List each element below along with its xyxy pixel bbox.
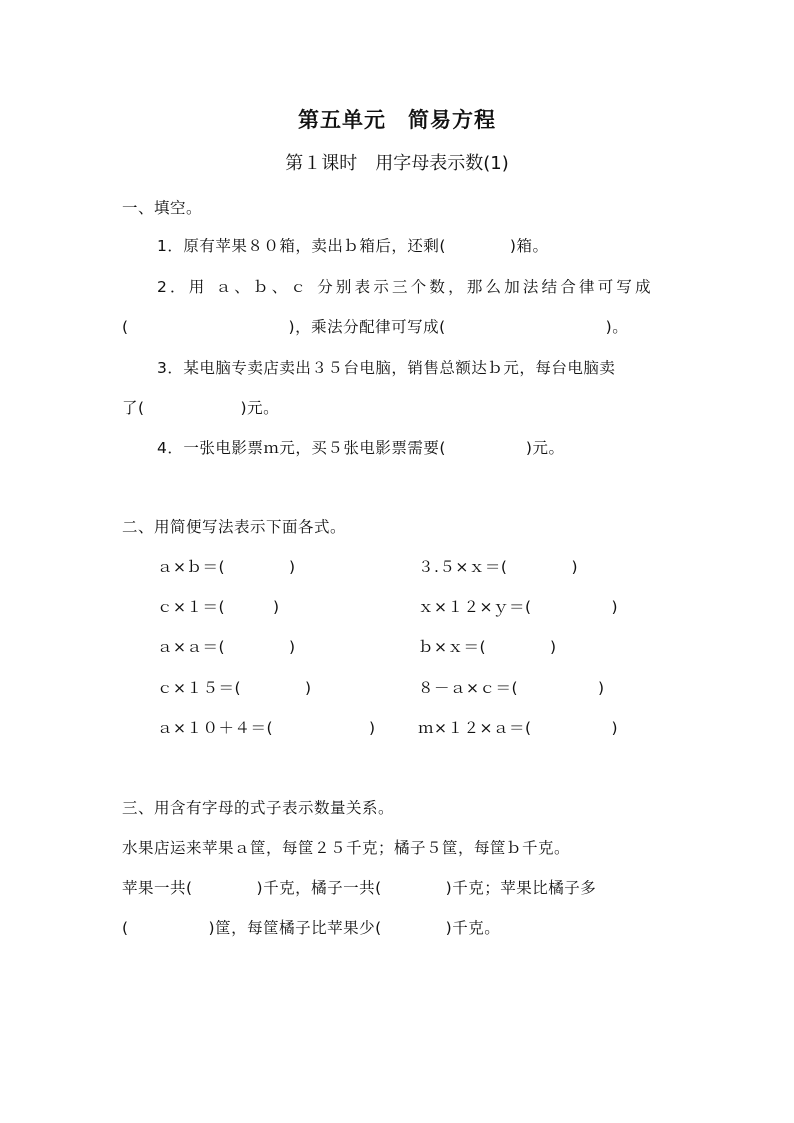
question-3-line-1: 3．某电脑专卖店卖出３５台电脑，销售总额达ｂ元，每台电脑卖	[157, 359, 616, 377]
expression-left-3: ａ×ａ＝( )	[157, 638, 296, 656]
expression-left-5: ａ×１０＋４＝( )	[157, 719, 376, 737]
expression-right-2: ｘ×１２×ｙ＝( )	[418, 598, 619, 616]
question-4: 4．一张电影票ｍ元，买５张电影票需要( )元。	[157, 439, 565, 457]
question-1: 1．原有苹果８０箱，卖出ｂ箱后，还剩( )箱。	[157, 237, 549, 255]
expression-left-1: ａ×ｂ＝( )	[157, 558, 296, 576]
expression-right-1: ３.５×ｘ＝( )	[418, 558, 579, 576]
section1-heading: 一、填空。	[122, 199, 203, 217]
expression-left-2: ｃ×１＝( )	[157, 598, 280, 616]
question-2-line-1: 2．用 ａ、ｂ、ｃ 分别表示三个数，那么加法结合律可写成	[157, 278, 654, 296]
question-2-line-2: ( )，乘法分配律可写成( )。	[122, 318, 629, 336]
section3-line-2: 苹果一共( )千克，橘子一共( )千克；苹果比橘子多	[122, 879, 597, 897]
page-subtitle: 第１课时 用字母表示数(1)	[285, 153, 509, 174]
section3-line-3: ( )筐，每筐橘子比苹果少( )千克。	[122, 919, 501, 937]
page-title: 第五单元 简易方程	[298, 108, 496, 132]
question-3-line-2: 了( )元。	[122, 399, 280, 417]
section2-heading: 二、用简便写法表示下面各式。	[122, 518, 347, 536]
expression-right-5: ｍ×１２×ａ＝( )	[418, 719, 619, 737]
expression-right-4: ８－ａ×ｃ＝( )	[418, 679, 605, 697]
expression-left-4: ｃ×１５＝( )	[157, 679, 312, 697]
section3-line-1: 水果店运来苹果ａ筐，每筐２５千克；橘子５筐，每筐ｂ千克。	[122, 839, 571, 857]
section3-heading: 三、用含有字母的式子表示数量关系。	[122, 799, 395, 817]
expression-right-3: ｂ×ｘ＝( )	[418, 638, 557, 656]
